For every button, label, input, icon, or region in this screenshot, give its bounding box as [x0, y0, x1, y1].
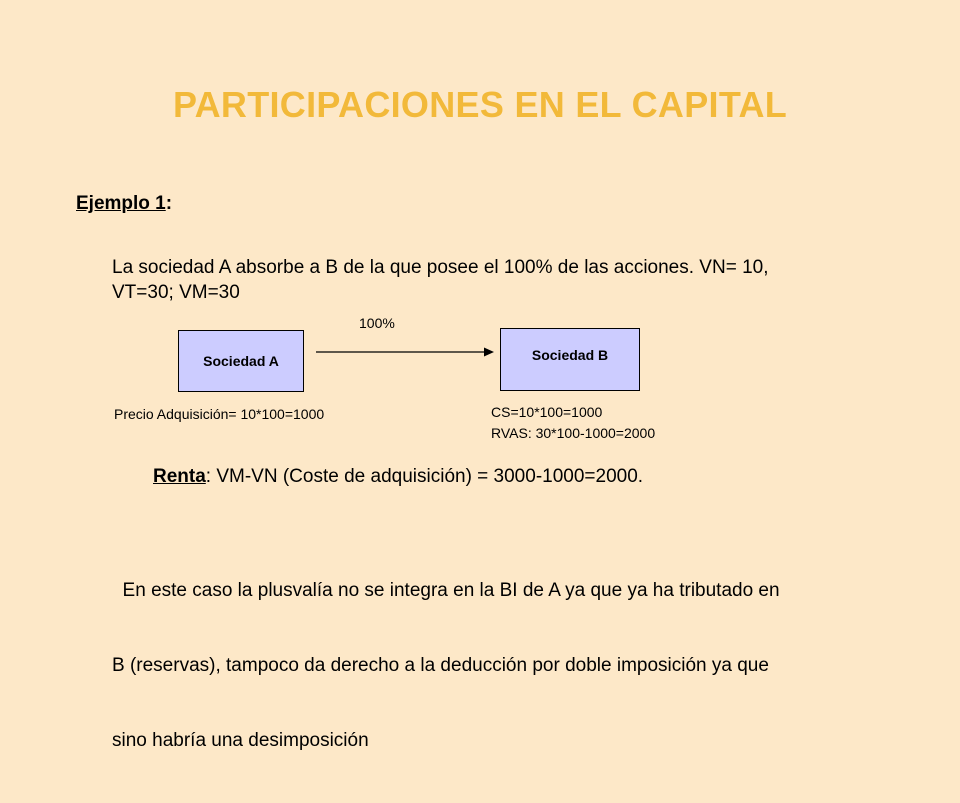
sociedad-a-box — [178, 330, 304, 392]
example-heading — [76, 193, 172, 215]
renta-text: : VM-VN (Coste de adquisición) = 3000-1000=2000. — [205, 466, 644, 487]
example-heading-label: Ejemplo 1 — [76, 193, 166, 214]
conclusion-line-1: En este caso la plusvalía no se integra en la BI de A ya que ya ha tributado en — [112, 580, 780, 601]
sociedad-b-label: Sociedad B — [531, 346, 609, 363]
intro-line-2: VT=30; VM=30 — [112, 282, 240, 303]
sociedad-b-box — [500, 328, 640, 391]
conclusion-line-2: B (reservas), tampoco da derecho a la deducción por doble imposición ya que — [112, 655, 769, 676]
example-heading-colon: : — [165, 193, 173, 214]
conclusion-line-3: sino habría una desimposición — [112, 730, 369, 751]
capital-social-note: CS=10*100=1000 — [491, 404, 603, 420]
reservas-note: RVAS: 30*100-1000=2000 — [491, 425, 656, 441]
intro-paragraph — [112, 255, 892, 305]
precio-adquisicion-note: Precio Adquisición= 10*100=1000 — [114, 406, 325, 422]
renta-line — [153, 464, 933, 489]
ownership-arrow — [316, 344, 496, 360]
intro-line-1: La sociedad A absorbe a B de la que posee el 100% de las acciones. VN= 10, — [112, 257, 769, 278]
sociedad-a-label: Sociedad A — [203, 353, 279, 369]
conclusion-paragraph — [112, 528, 892, 803]
renta-label: Renta — [153, 466, 206, 487]
arrow-percentage-label: 100% — [359, 315, 395, 331]
slide-title: PARTICIPACIONES EN EL CAPITAL — [172, 84, 788, 125]
